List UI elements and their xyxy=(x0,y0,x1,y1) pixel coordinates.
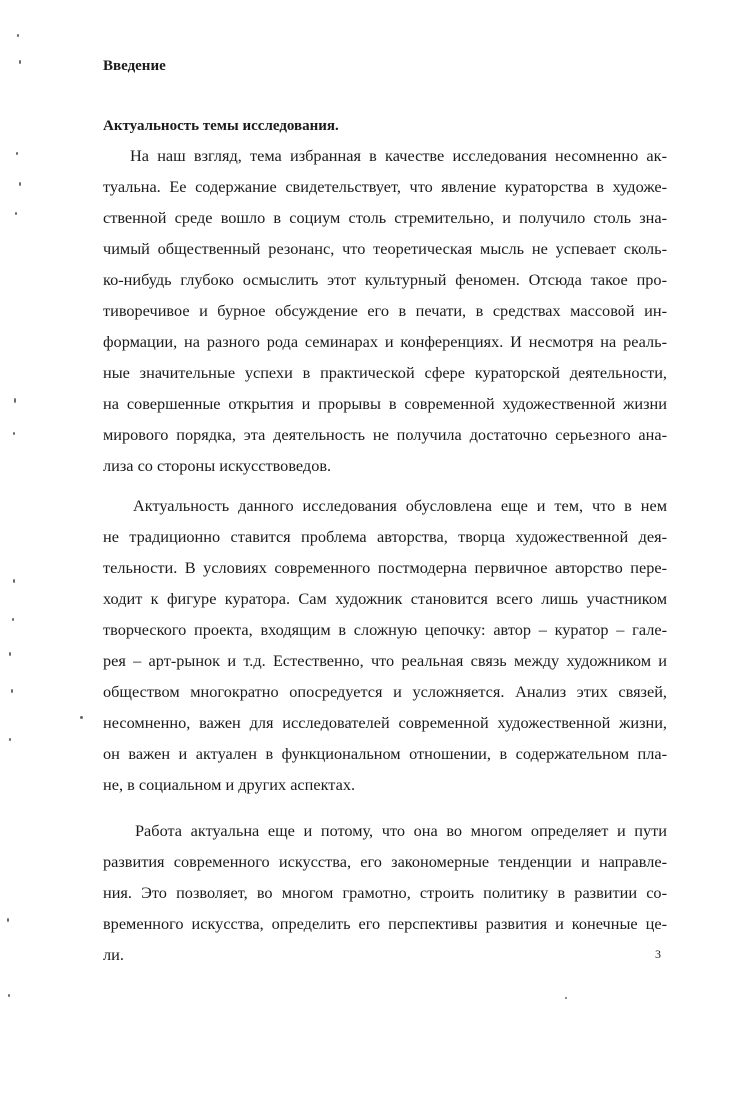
scan-speck xyxy=(565,997,567,999)
text-line: лиза со стороны искусствоведов. xyxy=(103,456,332,475)
scan-speck xyxy=(15,212,17,215)
scan-speck xyxy=(17,34,19,37)
text-line: ли. xyxy=(103,945,124,964)
text-line: ко-нибудь глубоко осмыслить этот культурный феномен. Отсюда такое про- xyxy=(103,270,667,289)
text-line: ния. Это позволяет, во многом грамотно, строить политику в развитии со- xyxy=(103,883,667,902)
scan-speck xyxy=(7,918,9,922)
section-heading: Актуальность темы исследования. xyxy=(103,118,339,134)
page-number: 3 xyxy=(655,947,661,961)
text-line: несомненно, важен для исследователей современной художественной жизни, xyxy=(103,713,667,732)
scan-speck xyxy=(16,152,18,155)
text-line: тиворечивое и бурное обсуждение его в печати, в средствах массовой ин- xyxy=(103,301,667,320)
text-line: не традиционно ставится проблема авторства, творца художественной дея- xyxy=(103,527,667,546)
text-line: тельности. В условиях современного постмодерна первичное авторство пере- xyxy=(103,558,667,577)
text-line: временного искусства, определить его перспективы развития и конечные це- xyxy=(103,914,667,933)
text-line: творческого проекта, входящим в сложную цепочку: автор – куратор – гале- xyxy=(103,620,667,639)
scan-speck xyxy=(13,579,15,583)
scan-speck xyxy=(11,689,13,693)
text-line: ходит к фигуре куратора. Сам художник становится всего лишь участником xyxy=(103,589,667,608)
text-line: он важен и актуален в функциональном отношении, в содержательном пла- xyxy=(103,744,667,763)
text-line: туальна. Ее содержание свидетельствует, что явление кураторства в художе- xyxy=(103,177,667,196)
text-line: Работа актуальна еще и потому, что она во многом определяет и пути xyxy=(135,821,667,840)
text-line: на совершенные открытия и прорывы в современной художественной жизни xyxy=(103,394,667,413)
scan-speck xyxy=(9,652,11,656)
text-line: ственной среде вошло в социум столь стремительно, и получило столь зна- xyxy=(103,208,667,227)
text-line: ные значительные успехи в практической сфере кураторской деятельности, xyxy=(103,363,667,382)
text-line: развития современного искусства, его закономерные тенденции и направле- xyxy=(103,852,667,871)
text-line: формации, на разного рода семинарах и конференциях. И несмотря на реаль- xyxy=(103,332,667,351)
scan-speck xyxy=(14,398,16,403)
text-line: обществом многократно опосредуется и усложняется. Анализ этих связей, xyxy=(103,682,667,701)
text-line: не, в социальном и других аспектах. xyxy=(103,775,356,794)
scan-speck xyxy=(19,60,21,64)
text-line: На наш взгляд, тема избранная в качестве исследования несомненно ак- xyxy=(130,146,667,165)
text-line: рея – арт-рынок и т.д. Естественно, что реальная связь между художником и xyxy=(103,651,667,670)
text-line: мирового порядка, эта деятельность не получила достаточно серьезного ана- xyxy=(103,425,667,444)
text-line: Актуальность данного исследования обусловлена еще и тем, что в нем xyxy=(133,496,667,515)
scan-speck xyxy=(19,182,21,186)
scan-speck xyxy=(9,738,11,741)
scan-speck xyxy=(13,432,15,435)
scan-speck xyxy=(12,618,14,621)
scan-speck xyxy=(80,716,83,719)
page-title: Введение xyxy=(103,58,166,74)
text-line: чимый общественный резонанс, что теоретическая мысль не успевает сколь- xyxy=(103,239,667,258)
scan-speck xyxy=(8,994,10,997)
